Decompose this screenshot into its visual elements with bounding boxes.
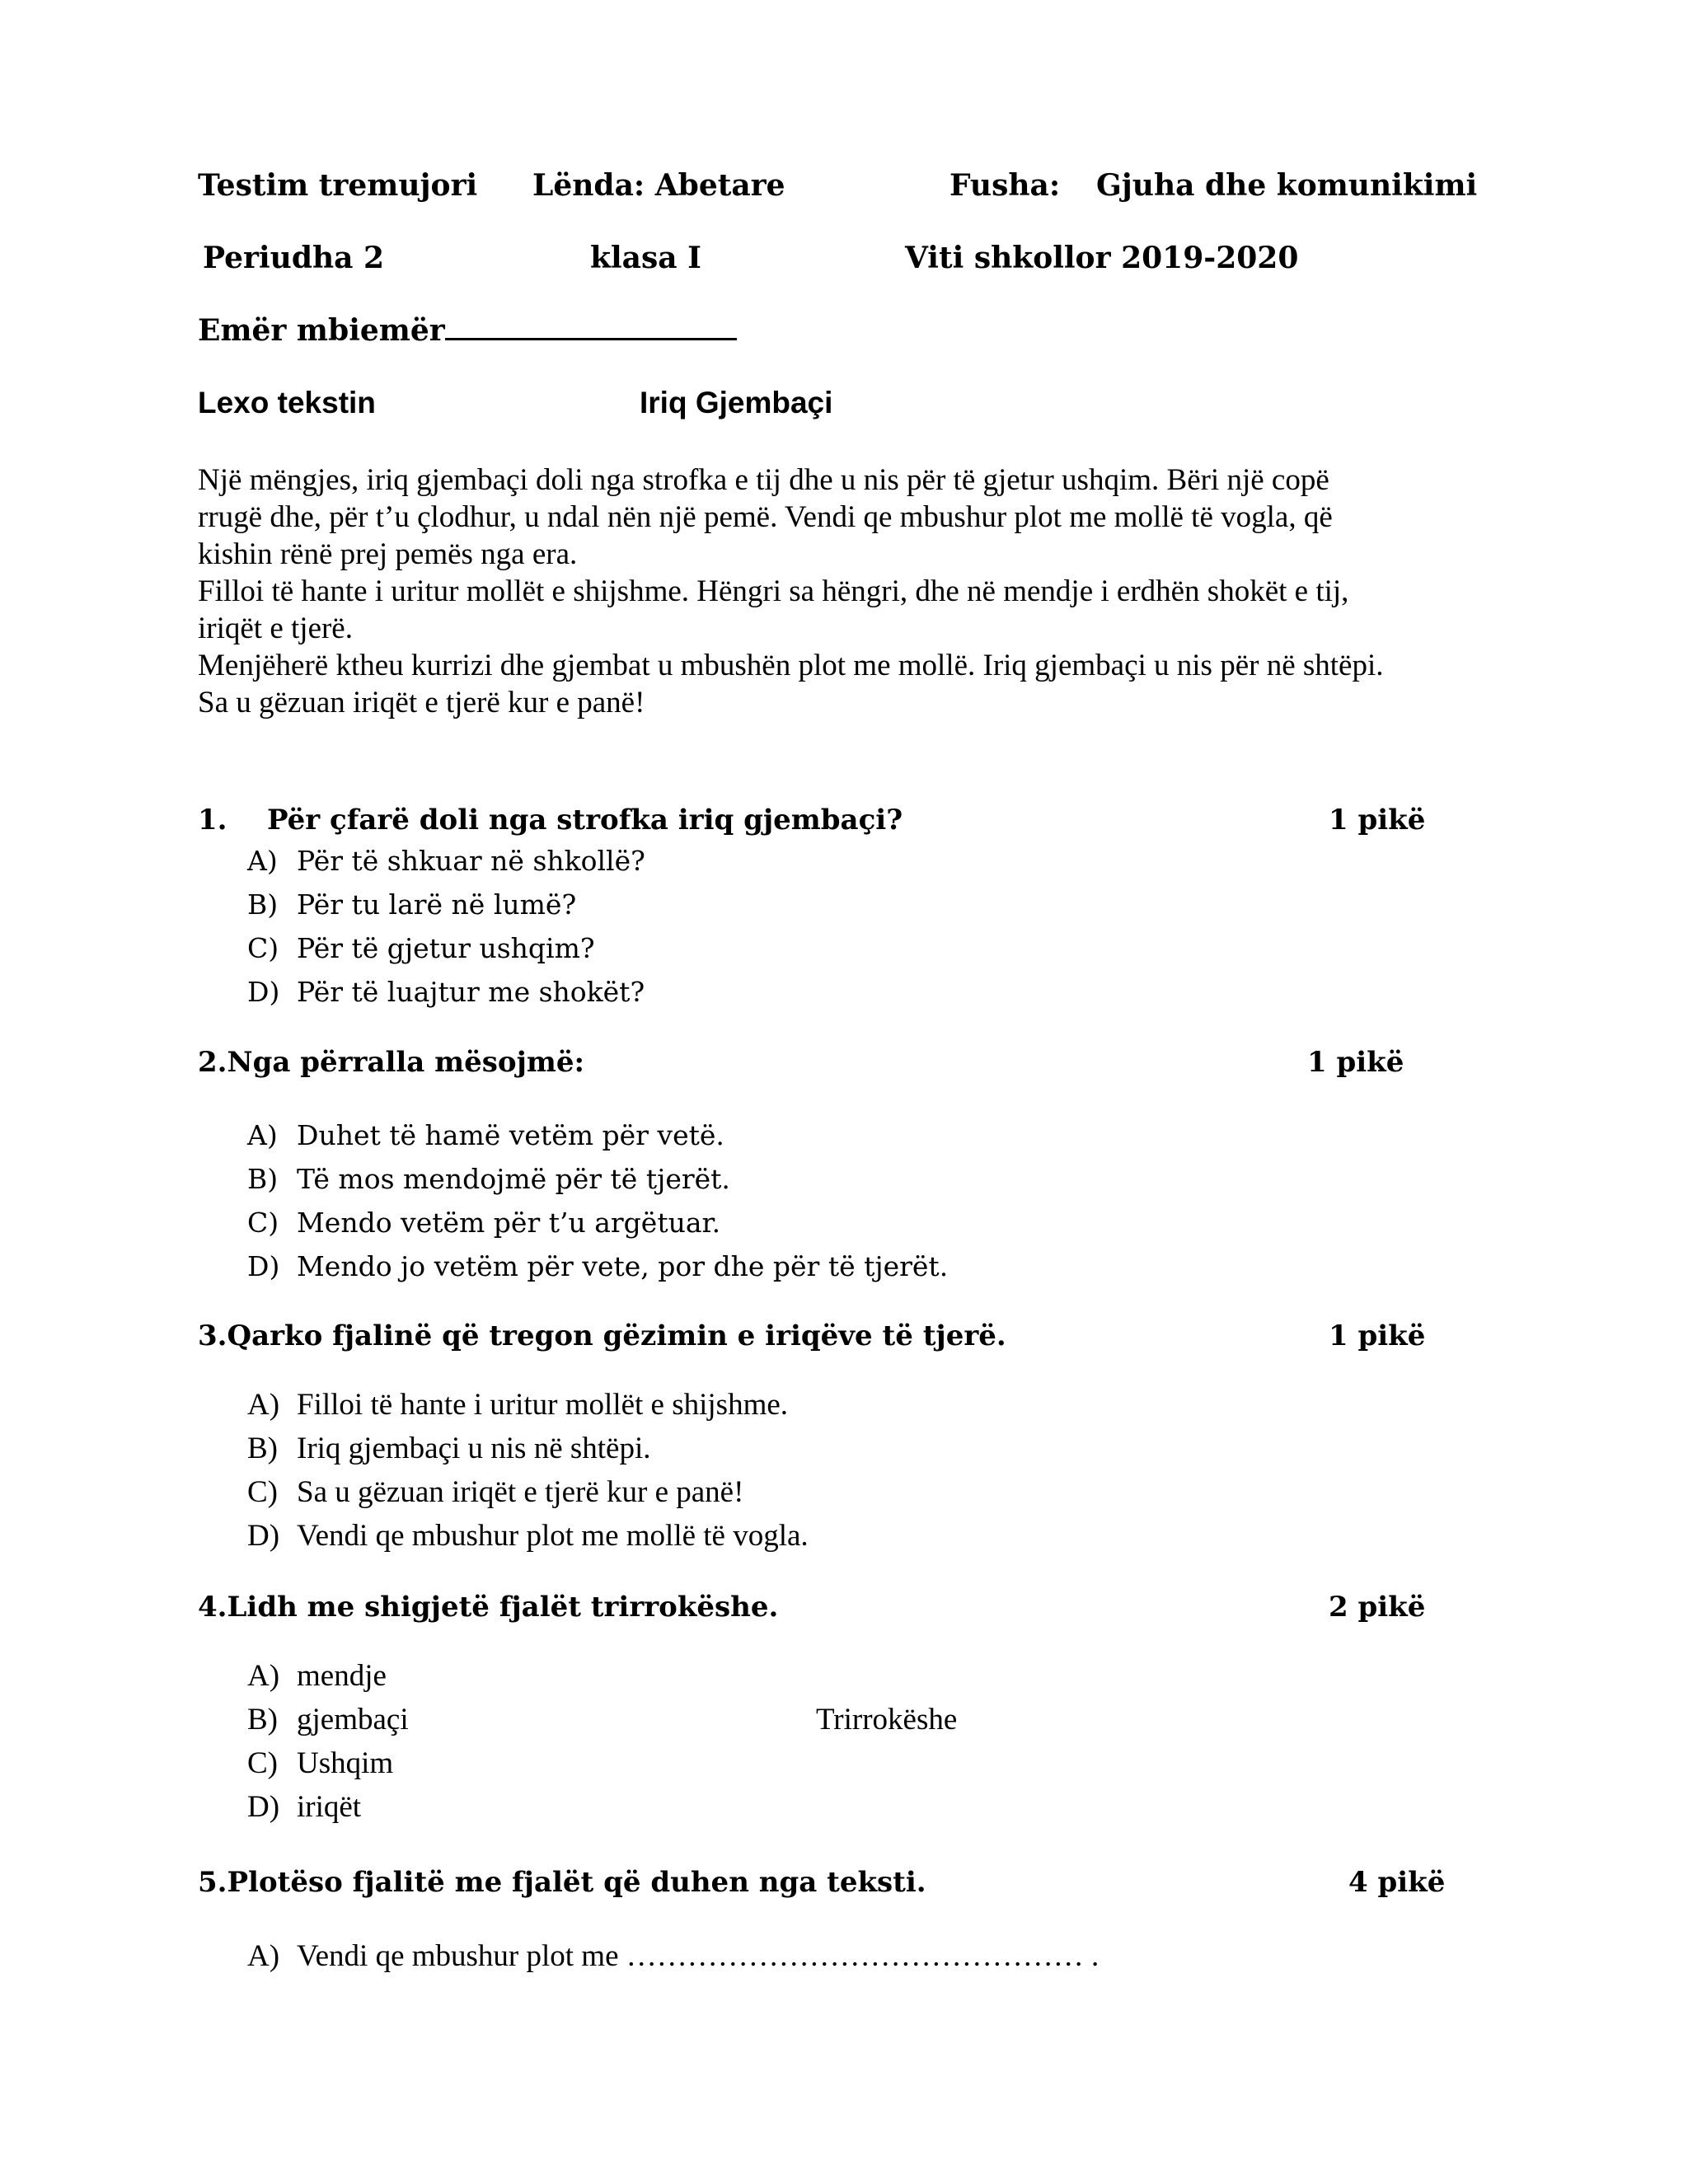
q2-option-b[interactable] (247, 1163, 730, 1195)
option-text: Duhet të hamë vetëm për vetë. (297, 1119, 724, 1151)
option-text: Filloi të hante i uritur mollët e shijshme. (297, 1388, 789, 1422)
grade: klasa I (590, 241, 701, 275)
option-text: Ushqim (297, 1746, 394, 1780)
question-5-text: 5.Plotëso fjalitë me fjalët që duhen nga teksti. (198, 1866, 926, 1899)
q3-option-d[interactable] (247, 1518, 809, 1554)
q4-option-c[interactable] (247, 1746, 393, 1781)
option-label: D) (247, 1790, 280, 1824)
option-label: B) (247, 888, 279, 921)
option-label: A) (247, 1659, 280, 1693)
field-label: Fusha: (950, 168, 1061, 203)
question-1-number: 1. (198, 804, 227, 837)
q3-option-b[interactable] (247, 1431, 651, 1466)
period: Periudha 2 (203, 241, 385, 275)
reading-line: rrugë dhe, për t’u çlodhur, u ndal nën një pemë. Vendi qe mbushur plot me mollë të vogla, që (198, 500, 1333, 534)
reading-line: Menjëherë ktheu kurrizi dhe gjembat u mbushën plot me mollë. Iriq gjembaçi u nis për në shtëpi. (198, 649, 1384, 682)
reading-line: iriqët e tjerë. (198, 612, 353, 645)
q4-option-b[interactable] (247, 1702, 409, 1737)
option-text: Mendo vetëm për t’u argëtuar. (297, 1207, 721, 1239)
q4-target-word[interactable]: Trirrokëshe (816, 1703, 958, 1736)
reading-line: kishin rënë prej pemës nga era. (198, 537, 578, 571)
option-label: D) (247, 1519, 280, 1553)
option-label: B) (247, 1432, 278, 1465)
question-1-points: 1 pikë (1329, 804, 1426, 837)
option-label: A) (247, 1388, 280, 1422)
option-label: D) (247, 976, 280, 1008)
q2-option-c[interactable] (247, 1207, 720, 1239)
reading-line: Sa u gëzuan iriqët e tjerë kur e panë! (198, 686, 645, 719)
question-3-points: 1 pikë (1329, 1319, 1426, 1352)
question-1-text: Për çfarë doli nga strofka iriq gjembaçi? (267, 804, 903, 837)
reading-line: Një mëngjes, iriq gjembaçi doli nga strofka e tij dhe u nis për të gjetur ushqim. Bëri një copë (198, 463, 1329, 497)
option-label: A) (247, 1939, 280, 1973)
option-text: iriqët (297, 1790, 362, 1824)
q2-option-a[interactable] (247, 1119, 724, 1151)
option-text: Të mos mendojmë për të tjerët. (297, 1163, 730, 1195)
option-text: Mendo jo vetëm për vete, por dhe për të tjerët. (297, 1250, 949, 1282)
field-value: Gjuha dhe komunikimi (1096, 168, 1478, 203)
reading-text (198, 462, 1384, 721)
option-label: C) (247, 1207, 279, 1239)
question-3-text: 3.Qarko fjalinë që tregon gëzimin e iriqëve të tjerë. (198, 1319, 1006, 1352)
subject: Lënda: Abetare (532, 168, 785, 203)
question-2-points: 1 pikë (1307, 1046, 1404, 1079)
option-text: Për të shkuar në shkollë? (297, 845, 645, 877)
option-label: A) (247, 1119, 278, 1151)
question-2-text: 2.Nga përralla mësojmë: (198, 1046, 585, 1079)
option-text: gjembaçi (297, 1703, 409, 1736)
q1-option-b[interactable] (247, 888, 576, 921)
q4-option-a[interactable] (247, 1658, 387, 1694)
q1-option-a[interactable] (247, 845, 645, 877)
q2-option-d[interactable] (247, 1250, 948, 1282)
name-label: Emër mbiemër (198, 313, 445, 348)
option-label: D) (247, 1250, 280, 1282)
option-text: Për të gjetur ushqim? (297, 932, 595, 964)
question-4-text: 4.Lidh me shigjetë fjalët trirrokëshe. (198, 1591, 779, 1624)
option-text: Vendi qe mbushur plot me ……………………………………… . (297, 1939, 1100, 1973)
reading-instruction: Lexo tekstin (198, 386, 376, 419)
option-label: C) (247, 932, 279, 964)
option-text: Për të luajtur me shokët? (297, 976, 645, 1008)
q3-option-c[interactable] (247, 1474, 743, 1510)
option-label: C) (247, 1475, 278, 1509)
q1-option-c[interactable] (247, 932, 595, 964)
option-label: B) (247, 1703, 278, 1736)
reading-title: Iriq Gjembaçi (640, 386, 833, 419)
option-label: A) (247, 845, 278, 877)
q3-option-a[interactable] (247, 1387, 788, 1422)
question-5-points: 4 pikë (1348, 1866, 1446, 1899)
option-text: Vendi qe mbushur plot me mollë të vogla. (297, 1519, 809, 1553)
option-text: mendje (297, 1659, 387, 1693)
q4-option-d[interactable] (247, 1789, 361, 1825)
name-blank-line (445, 313, 737, 340)
name-field[interactable] (198, 313, 737, 348)
option-text: Iriq gjembaçi u nis në shtëpi. (297, 1432, 651, 1465)
option-text: Sa u gëzuan iriqët e tjerë kur e panë! (297, 1475, 744, 1509)
option-label: C) (247, 1746, 278, 1780)
school-year: Viti shkollor 2019-2020 (905, 241, 1299, 275)
q5-option-a[interactable] (247, 1938, 1099, 1974)
q1-option-d[interactable] (247, 976, 645, 1008)
test-type: Testim tremujori (198, 168, 478, 203)
reading-line: Filloi të hante i uritur mollët e shijshme. Hëngri sa hëngri, dhe në mendje i erdhën shokët e tij, (198, 574, 1349, 608)
question-4-points: 2 pikë (1329, 1591, 1426, 1624)
option-text: Për tu larë në lumë? (297, 888, 577, 921)
option-label: B) (247, 1163, 279, 1195)
